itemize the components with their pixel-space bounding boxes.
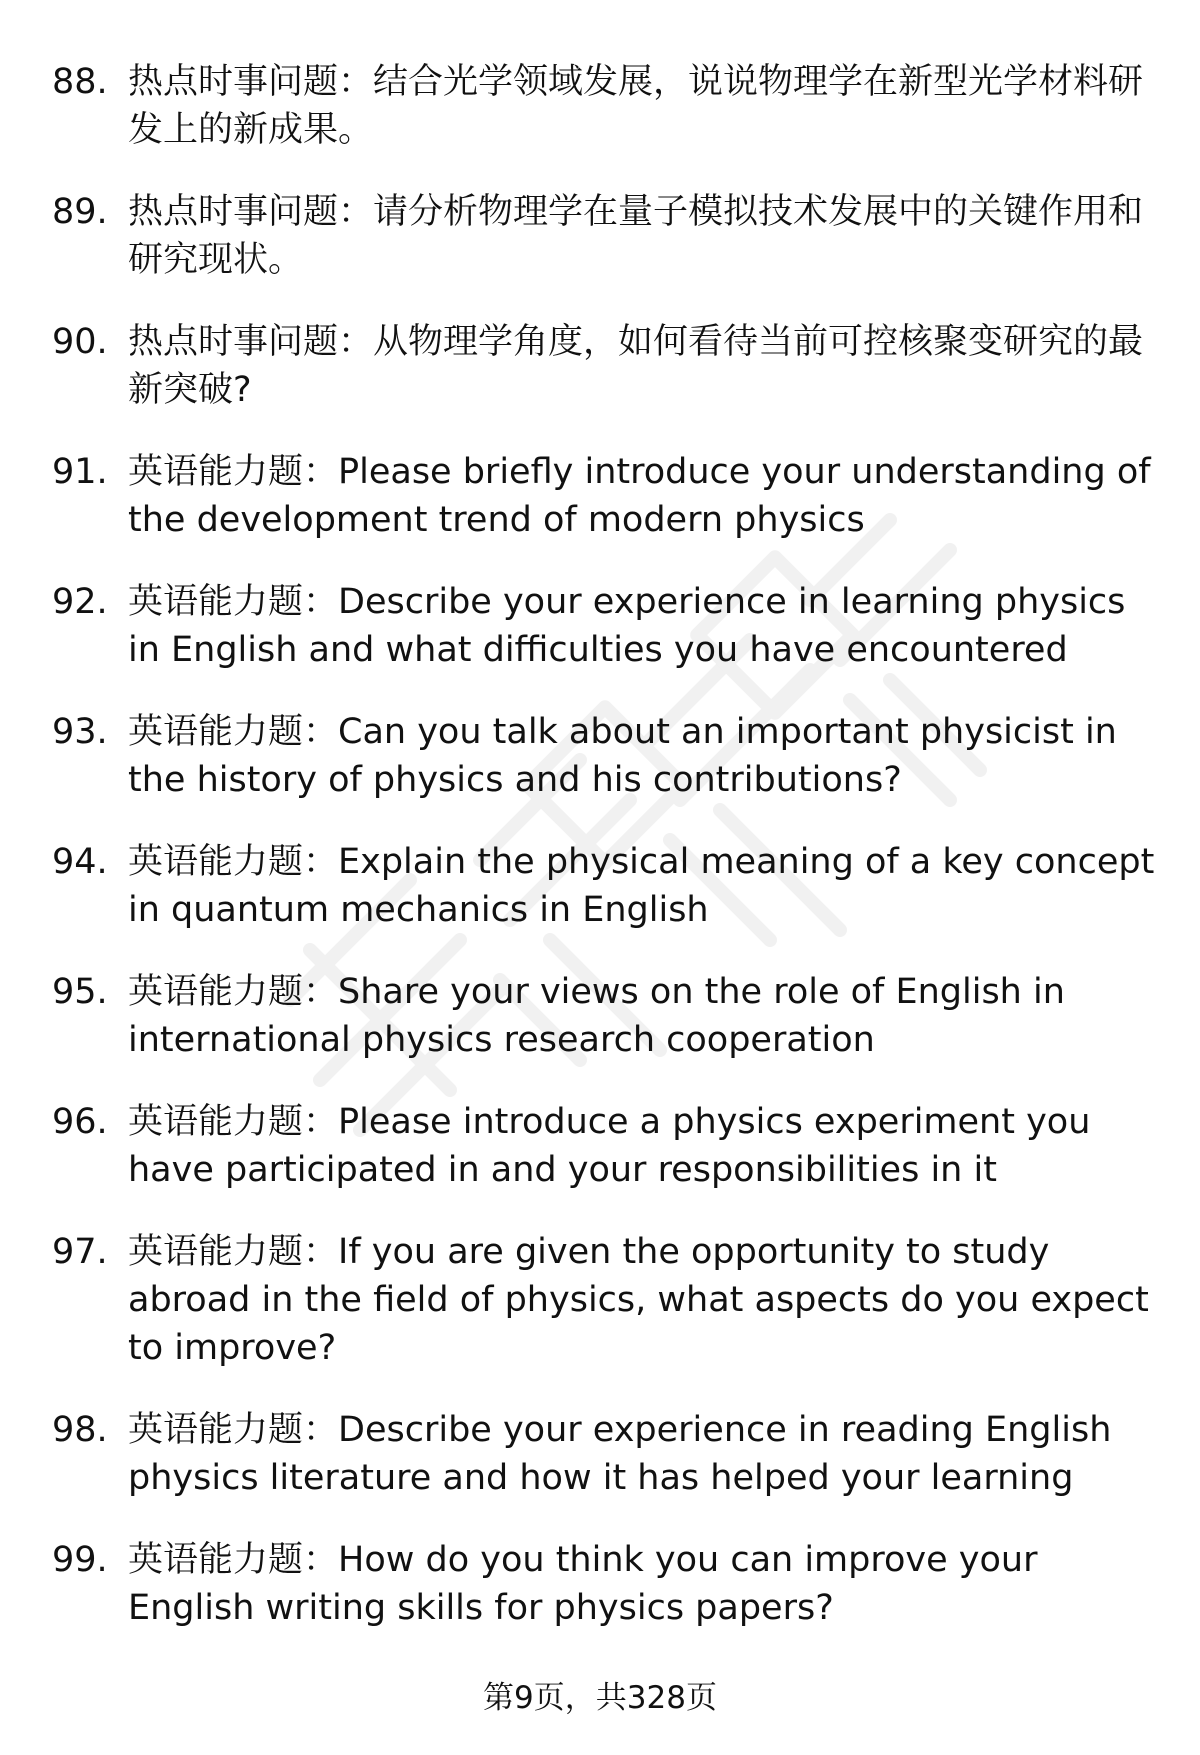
question-body <box>128 968 1162 1064</box>
question-text: How do you think you can improve your English writing skills for physics papers? <box>128 1540 1038 1628</box>
question-category: 英语能力题： <box>128 1540 339 1580</box>
question-number: 94. <box>52 842 108 882</box>
question-category: 英语能力题： <box>128 452 339 492</box>
question-number: 99. <box>52 1540 108 1580</box>
question-body <box>128 318 1162 414</box>
question-text: Please briefly introduce your understanding of the development trend of modern physics <box>128 452 1151 540</box>
question-number: 89. <box>52 192 108 232</box>
question-category: 英语能力题： <box>128 1410 339 1450</box>
question-body <box>128 1536 1162 1632</box>
question-text: Can you talk about an important physicist in the history of physics and his contributions? <box>128 712 1117 800</box>
question-text: Share your views on the role of English in international physics research cooperation <box>128 972 1065 1060</box>
question-text: Describe your experience in reading English physics literature and how it has helped your learning <box>128 1410 1112 1498</box>
question-category: 英语能力题： <box>128 842 339 882</box>
question-body <box>128 1406 1162 1502</box>
question-body <box>128 1228 1162 1372</box>
question-number: 96. <box>52 1102 108 1142</box>
question-item <box>52 578 1162 674</box>
question-text: 从物理学角度，如何看待当前可控核聚变研究的最新突破? <box>128 322 1144 410</box>
question-category: 英语能力题： <box>128 1232 339 1272</box>
question-number: 91. <box>52 452 108 492</box>
question-item <box>52 838 1162 934</box>
question-text: Explain the physical meaning of a key concept in quantum mechanics in English <box>128 842 1155 930</box>
question-category: 热点时事问题： <box>128 192 374 232</box>
question-body <box>128 58 1162 154</box>
question-item <box>52 1098 1162 1194</box>
question-body <box>128 838 1162 934</box>
question-item <box>52 968 1162 1064</box>
question-category: 英语能力题： <box>128 582 339 622</box>
question-body <box>128 1098 1162 1194</box>
question-item <box>52 1228 1162 1372</box>
question-number: 90. <box>52 322 108 362</box>
question-item <box>52 708 1162 804</box>
question-body <box>128 448 1162 544</box>
question-item <box>52 1536 1162 1632</box>
question-category: 热点时事问题： <box>128 322 374 362</box>
page-number-footer: 第9页，共328页 <box>483 1680 717 1716</box>
question-text: Please introduce a physics experiment you have participated in and your responsibilities in it <box>128 1102 1091 1190</box>
question-text: 结合光学领域发展，说说物理学在新型光学材料研发上的新成果。 <box>128 62 1144 150</box>
question-list <box>52 58 1162 1666</box>
question-body <box>128 708 1162 804</box>
question-category: 英语能力题： <box>128 1102 339 1142</box>
question-body <box>128 188 1162 284</box>
question-text: Describe your experience in learning physics in English and what difficulties you have encountered <box>128 582 1126 670</box>
question-number: 88. <box>52 62 108 102</box>
question-text: 请分析物理学在量子模拟技术发展中的关键作用和研究现状。 <box>128 192 1144 280</box>
question-category: 英语能力题： <box>128 972 339 1012</box>
question-number: 93. <box>52 712 108 752</box>
question-body <box>128 578 1162 674</box>
question-number: 98. <box>52 1410 108 1450</box>
question-item <box>52 448 1162 544</box>
question-item <box>52 318 1162 414</box>
question-item <box>52 188 1162 284</box>
question-category: 热点时事问题： <box>128 62 374 102</box>
question-text: If you are given the opportunity to study abroad in the field of physics, what aspects do you expect to improve? <box>128 1232 1149 1368</box>
question-number: 97. <box>52 1232 108 1272</box>
question-number: 92. <box>52 582 108 622</box>
question-category: 英语能力题： <box>128 712 339 752</box>
question-item <box>52 1406 1162 1502</box>
question-number: 95. <box>52 972 108 1012</box>
question-item <box>52 58 1162 154</box>
